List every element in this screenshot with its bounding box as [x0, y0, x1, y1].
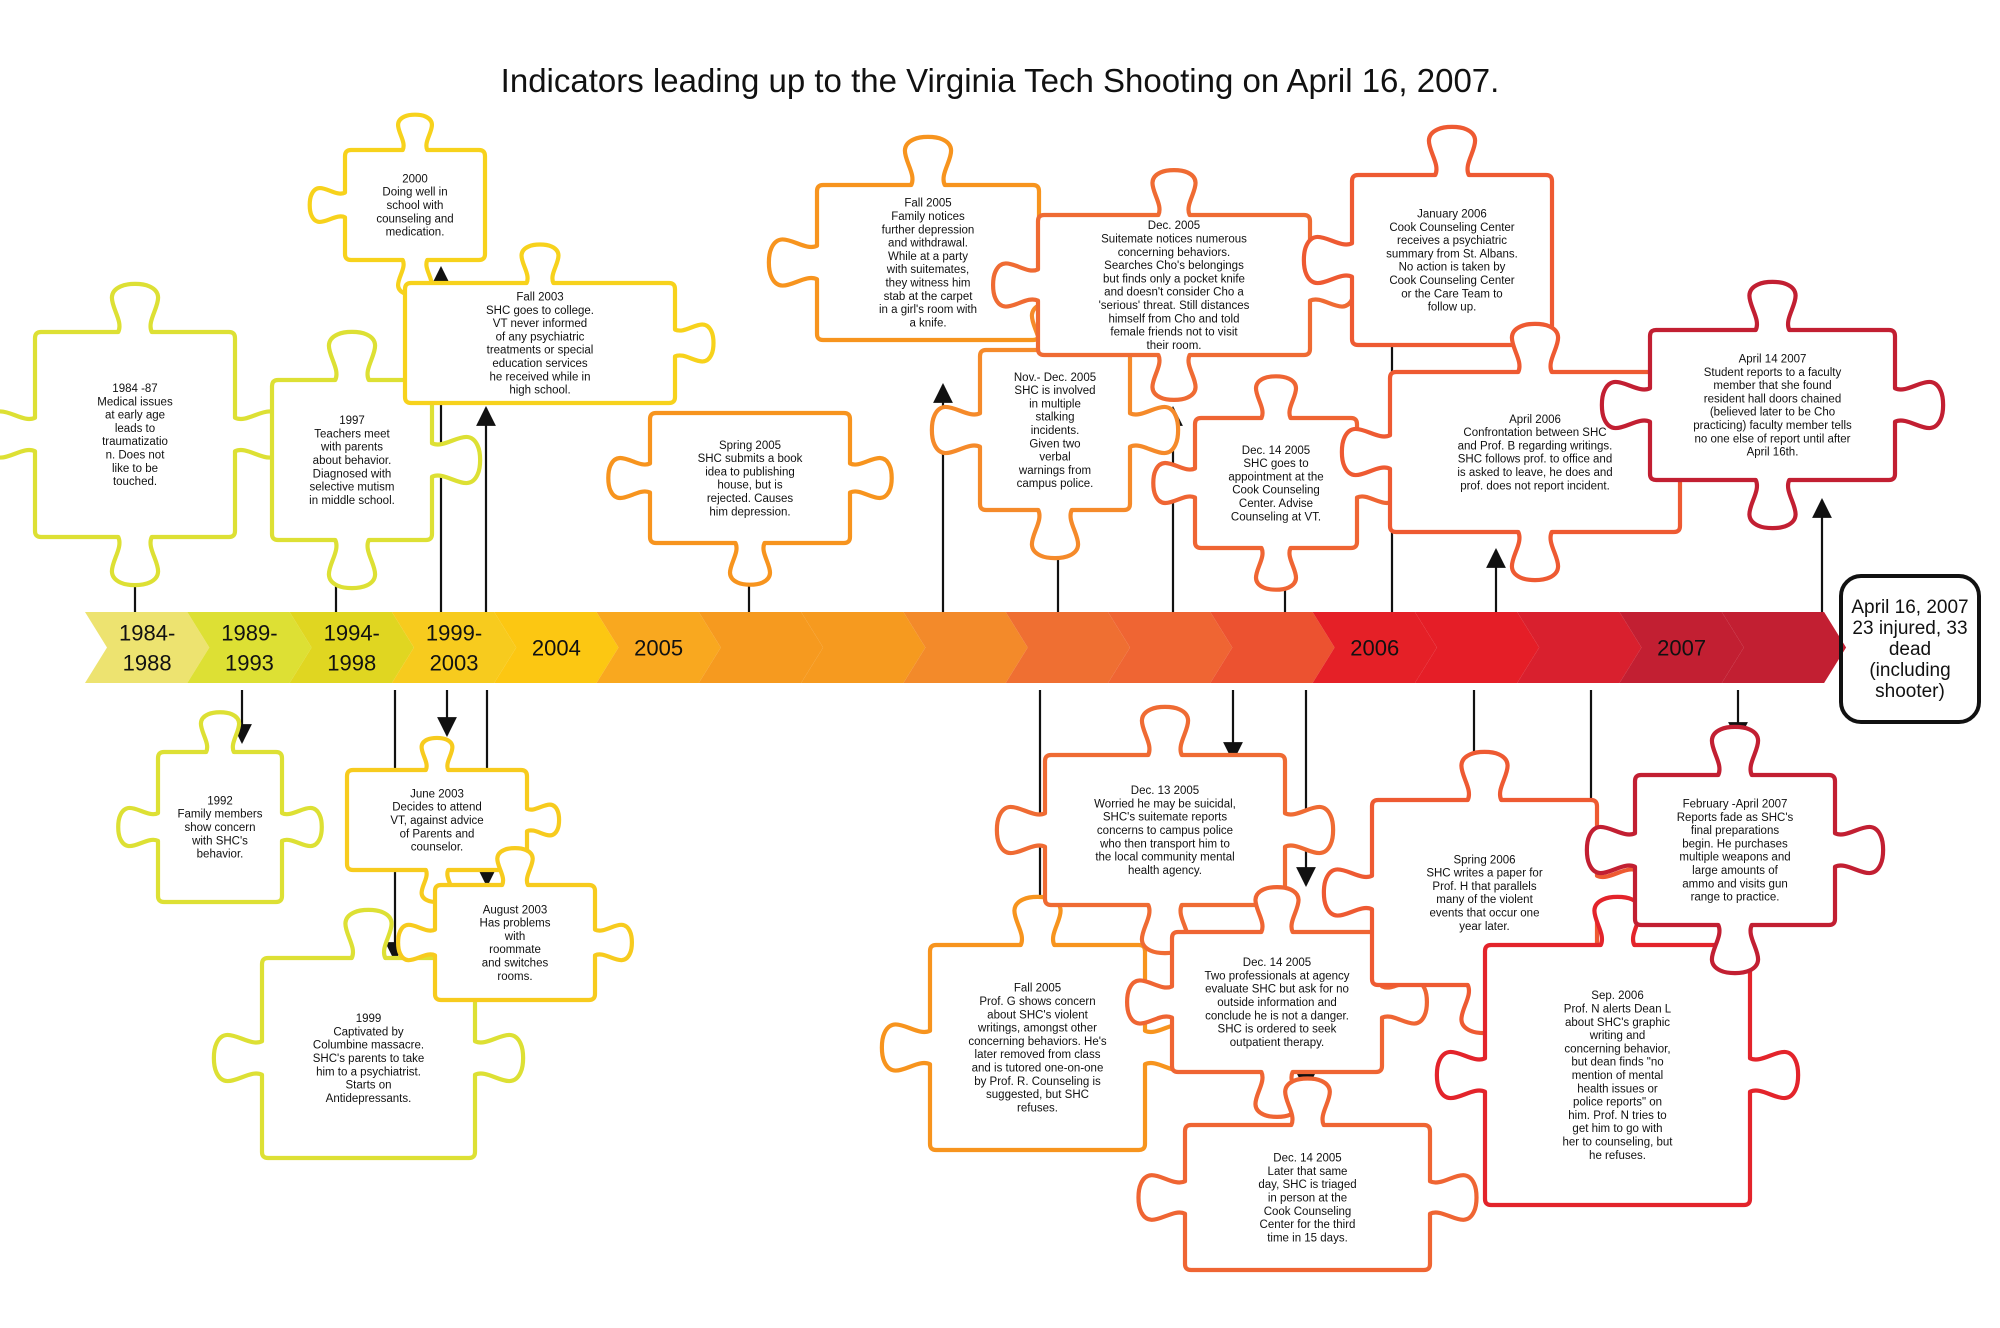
event-piece-ed14a [1153, 376, 1398, 589]
event-text-line: Worried he may be suicidal, [1094, 798, 1236, 811]
event-text-line: practicing) faculty member tells [1693, 419, 1852, 432]
event-text-line: writing and [1589, 1030, 1646, 1043]
event-text-line: him. Prof. N tries to [1568, 1109, 1667, 1122]
event-text-line: writings, amongst other [978, 1022, 1097, 1035]
event-text-line: SHC writes a paper for [1426, 867, 1543, 880]
event-piece-ej2006 [1304, 127, 1552, 345]
event-text-line: SHC's suitemate reports [1102, 811, 1228, 824]
event-text-line: Fall 2005 [1013, 982, 1062, 995]
event-text-line: Dec. 2005 [1147, 220, 1201, 233]
event-text-line: school with [386, 200, 444, 212]
event-text-line: January 2006 [1417, 208, 1487, 221]
event-text-line: traumatizatio [102, 436, 168, 449]
event-text-line: appointment at the [1228, 471, 1324, 484]
event-text-line: with suitemates, [886, 264, 970, 277]
event-text-line: and switches [481, 957, 549, 970]
event-text-line: rejected. Causes [706, 492, 794, 505]
event-text-line: Teachers meet [314, 428, 390, 441]
event-text-line: Cook Counseling [1263, 1205, 1352, 1218]
event-text-line: Spring 2006 [1453, 854, 1516, 867]
event-text-line: selective mutism [309, 481, 395, 494]
event-text-line: Fall 2003 [516, 291, 564, 304]
event-text-line: February -April 2007 [1682, 798, 1788, 811]
event-text-line: Dec. 14 2005 [1241, 444, 1311, 457]
event-text-line: him depression. [709, 506, 791, 519]
event-text-line: Starts on [345, 1079, 392, 1092]
event-text-line: 1984 -87 [112, 382, 158, 395]
event-text-line: about SHC's violent [987, 1009, 1088, 1022]
event-text-line: who then transport him to [1100, 838, 1230, 851]
event-text-line: house, but is [717, 479, 783, 492]
event-text-line: refuses. [1017, 1102, 1058, 1115]
event-text-line: with parents [320, 441, 384, 454]
event-text-line: later removed from class [974, 1049, 1101, 1062]
event-text-line: Two professionals at agency [1204, 970, 1350, 983]
event-text-line: SHC follows prof. to office and [1457, 453, 1613, 466]
event-text-line: prof. does not report incident. [1460, 480, 1610, 493]
event-text-line: Prof. G shows concern [979, 995, 1096, 1008]
event-text-line: time in 15 days. [1267, 1232, 1348, 1245]
event-text-line: Center. Advise [1238, 497, 1314, 510]
final-event-box [1839, 574, 1981, 724]
event-text-line: medication. [385, 226, 445, 239]
event-text-line: multiple weapons and [1679, 851, 1791, 864]
event-text-line: no one else of report until after [1694, 433, 1851, 446]
event-text-line: Doing well in [382, 186, 448, 199]
timeline-segment-label: 1998 [327, 650, 377, 676]
event-text-line: health issues or [1577, 1083, 1658, 1096]
event-text-line: many of the violent [1436, 894, 1533, 907]
event-text-line: show concern [184, 822, 256, 834]
event-pieces [0, 115, 1943, 1270]
event-text-line: Cook Counseling Center [1389, 274, 1515, 287]
event-text-line: Suitemate notices numerous [1101, 233, 1247, 246]
event-text-line: VT never informed [492, 318, 588, 331]
event-text-line: with SHC's [192, 835, 248, 848]
event-text-line: counseling and [376, 213, 454, 226]
final-event-line: (including [1869, 659, 1951, 681]
event-piece-ed14c [1138, 1078, 1476, 1270]
event-text-line: get him to go with [1572, 1123, 1663, 1136]
event-text-line: ammo and visits gun [1682, 878, 1788, 891]
event-text-line: counselor. [410, 841, 464, 854]
event-text-line: SHC submits a book [697, 453, 803, 466]
event-text-line: Columbine massacre. [312, 1039, 425, 1052]
event-text-line: Family members [177, 808, 263, 821]
event-text-line: high school. [509, 384, 571, 397]
event-text-line: is asked to leave, he does and [1457, 466, 1613, 479]
event-text-line: Cook Counseling Center [1389, 221, 1515, 234]
event-text-line: Diagnosed with [312, 468, 392, 481]
event-text-line: Center for the third [1259, 1219, 1356, 1232]
event-text-line: education services [492, 357, 588, 370]
event-text-line: SHC is involved [1014, 385, 1096, 398]
timeline-segment-label: 2005 [634, 635, 684, 661]
timeline-segment-label: 1989- [221, 620, 278, 646]
event-text-line: While at a party [888, 250, 968, 263]
event-text-line: about behavior. [312, 455, 392, 467]
event-text-line: Antidepressants. [325, 1092, 412, 1105]
timeline-segment-label: 1993 [224, 650, 274, 676]
event-text-line: himself from Cho and told [1108, 313, 1240, 326]
event-text-line: they witness him [885, 277, 971, 290]
event-text-line: begin. He purchases [1682, 838, 1788, 851]
event-text-line: SHC is ordered to seek [1217, 1023, 1337, 1036]
event-text-line: events that occur one [1429, 907, 1540, 920]
event-text-line: or the Care Team to [1401, 288, 1503, 301]
event-text-line: concerning behaviors. He's [968, 1035, 1107, 1048]
event-text-line: June 2003 [410, 788, 464, 801]
event-text-line: further depression [881, 224, 975, 237]
event-text-line: 1999 [355, 1013, 382, 1026]
event-text-line: No action is taken by [1398, 261, 1506, 274]
event-text-line: stab at the carpet [883, 290, 973, 303]
event-text-line: by Prof. R. Counseling is [974, 1075, 1101, 1088]
event-text-line: at early age [104, 409, 166, 422]
event-text-line: range to practice. [1690, 891, 1780, 904]
event-text-line: 1992 [207, 795, 233, 808]
event-text-line: SHC's parents to take [312, 1053, 425, 1065]
event-text-line: campus police. [1016, 478, 1094, 491]
event-piece-e1984 [0, 284, 283, 585]
event-text-line: April 14 2007 [1738, 353, 1807, 366]
event-text-line: like to be [111, 462, 159, 475]
event-text-line: Reports fade as SHC's [1676, 811, 1794, 824]
event-text-line: large amounts of [1692, 864, 1778, 877]
timeline-segment-label: 2003 [429, 650, 479, 676]
event-text-line: he received while in [489, 371, 591, 384]
event-text-line: SHC goes to [1243, 458, 1309, 471]
event-text-line: warnings from [1018, 464, 1092, 477]
event-text-line: April 16th. [1746, 446, 1799, 459]
event-text-line: receives a psychiatric [1397, 235, 1507, 248]
event-text-line: rooms. [497, 970, 533, 983]
event-text-line: Fall 2005 [904, 197, 952, 210]
timeline-segment-label: 1988 [122, 650, 172, 676]
event-text-line: Prof. H that parallels [1432, 880, 1537, 893]
event-text-line: but finds only a pocket knife [1103, 273, 1245, 286]
timeline-segment-label: 2007 [1657, 635, 1707, 661]
final-event-line: dead [1888, 638, 1932, 660]
event-text-line: Dec. 14 2005 [1273, 1152, 1342, 1165]
event-text-line: year later. [1459, 920, 1510, 933]
event-text-line: and doesn't consider Cho a [1104, 286, 1244, 299]
timeline-bar [85, 612, 1846, 683]
event-text-line: outside information and [1217, 997, 1337, 1009]
event-text-line: Searches Cho's belongings [1104, 260, 1244, 273]
event-text-line: but dean finds "no [1571, 1056, 1664, 1069]
event-text-line: health agency. [1128, 864, 1202, 877]
event-text-line: of Parents and [399, 828, 475, 841]
event-text-line: concerns to campus police [1096, 825, 1234, 837]
event-piece-e1992 [118, 712, 322, 902]
event-text-line: Confrontation between SHC [1463, 427, 1607, 440]
event-text-line: he refuses. [1589, 1149, 1646, 1162]
event-piece-ef2003 [405, 245, 713, 403]
event-text-line: verbal [1039, 451, 1071, 464]
event-text-line: 1997 [339, 415, 365, 428]
event-text-line: 'serious' threat. Still distances [1098, 299, 1250, 312]
event-text-line: treatments or special [486, 344, 594, 357]
event-text-line: outpatient therapy. [1229, 1036, 1325, 1049]
event-text-line: Prof. N alerts Dean L [1563, 1003, 1672, 1016]
event-text-line: Dec. 13 2005 [1130, 785, 1200, 798]
event-text-line: Cook Counseling [1232, 484, 1320, 497]
event-text-line: a knife. [909, 317, 947, 330]
event-text-line: SHC goes to college. [485, 304, 595, 317]
event-text-line: stalking [1035, 411, 1075, 424]
event-text-line: Given two [1029, 438, 1081, 451]
event-text-line: in a girl's room with [878, 304, 978, 317]
event-text-line: August 2003 [482, 904, 548, 917]
event-text-line: touched. [112, 476, 158, 489]
event-text-line: in multiple [1029, 398, 1081, 411]
event-text-line: Medical issues [97, 396, 173, 409]
event-text-line: n. Does not [105, 449, 165, 462]
final-event-line: April 16, 2007 [1851, 596, 1969, 618]
page-title: Indicators leading up to the Virginia Tech Shooting on April 16, 2007. [500, 62, 1500, 99]
event-text-line: Captivated by [333, 1026, 404, 1039]
event-text-line: conclude he is not a danger. [1205, 1010, 1349, 1023]
event-piece-es2005 [608, 413, 891, 585]
timeline-segment-label: 1984- [119, 620, 176, 646]
event-text-line: Later that same [1267, 1165, 1348, 1178]
event-text-line: in person at the [1267, 1192, 1348, 1205]
event-text-line: and Prof. B regarding writings. [1457, 440, 1613, 453]
event-text-line: Counseling at VT. [1230, 511, 1322, 524]
event-text-line: and withdrawal. [888, 237, 968, 250]
event-text-line: 2000 [402, 173, 428, 186]
timeline-segment-label: 1999- [425, 620, 483, 646]
event-text-line: leads to [114, 422, 156, 435]
event-text-line: Decides to attend [392, 801, 482, 814]
event-text-line: concerning behavior, [1564, 1043, 1671, 1056]
event-text-line: and is tutored one-on-one [971, 1062, 1104, 1075]
event-text-line: with [504, 930, 526, 943]
event-text-line: her to counseling, but [1562, 1136, 1673, 1149]
event-text-line: of any psychiatric [495, 331, 585, 344]
event-text-line: behavior. [196, 848, 244, 861]
timeline-segment-label: 2006 [1350, 635, 1400, 661]
event-text-line: Sep. 2006 [1591, 990, 1644, 1003]
event-text-line: Nov.- Dec. 2005 [1013, 371, 1097, 384]
event-text-line: Has problems [479, 917, 551, 930]
event-text-line: follow up. [1427, 301, 1477, 314]
event-text-line: member that she found [1713, 380, 1832, 393]
event-text-line: (believed later to be Cho [1709, 406, 1836, 419]
timeline-segment-label: 2004 [531, 635, 581, 661]
event-text-line: evaluate SHC but ask for no [1205, 983, 1349, 996]
event-text-line: incidents. [1030, 425, 1080, 437]
event-text-line: resident hall doors chained [1703, 393, 1842, 406]
event-text-line: in middle school. [309, 494, 395, 507]
event-text-line: day, SHC is triaged [1258, 1179, 1357, 1192]
event-text-line: final preparations [1690, 825, 1780, 838]
event-text-line: VT, against advice [390, 815, 484, 827]
event-text-line: their room. [1146, 339, 1202, 352]
event-text-line: female friends not to visit [1110, 326, 1238, 339]
event-text-line: him to a psychiatrist. [316, 1066, 421, 1079]
event-text-line: mention of mental [1571, 1070, 1664, 1082]
event-text-line: concerning behaviors. [1117, 246, 1231, 259]
event-text-line: Spring 2005 [718, 439, 782, 452]
event-text-line: April 2006 [1509, 413, 1561, 426]
event-text-line: about SHC's graphic [1564, 1016, 1671, 1029]
timeline-segment-label: 1994- [323, 620, 380, 646]
event-piece-e2000 [310, 115, 485, 296]
event-text-line: police reports" on [1572, 1096, 1663, 1109]
event-text-line: roommate [489, 944, 541, 957]
event-text-line: Family notices [891, 210, 965, 223]
event-text-line: Student reports to a faculty [1703, 366, 1842, 379]
event-text-line: suggested, but SHC [986, 1089, 1089, 1102]
final-event-line: 23 injured, 33 [1852, 617, 1968, 639]
event-text-line: summary from St. Albans. [1386, 248, 1518, 261]
final-event-line: shooter) [1875, 680, 1945, 702]
event-text-line: idea to publishing [705, 466, 795, 479]
event-text-line: the local community mental [1095, 851, 1235, 864]
event-text-line: Dec. 14 2005 [1242, 957, 1312, 970]
